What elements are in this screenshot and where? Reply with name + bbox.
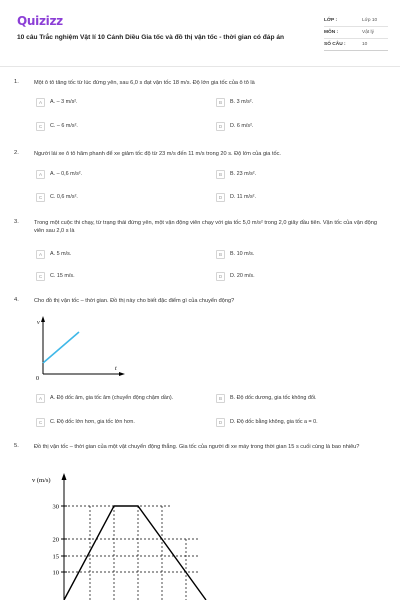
v-label: v [37, 320, 40, 326]
question-number: 3. [14, 219, 19, 225]
y-axis-label: v (m/s) [32, 477, 51, 484]
tick-label-10: 10 [52, 569, 59, 577]
option-text: B. Độ dốc dương, gia tốc không đổi. [230, 395, 317, 401]
question-text: Một ô tô tăng tốc từ lúc đứng yên, sau 6,0 s đạt vận tốc 18 m/s. Độ lớn gia tốc của ô tô là [34, 80, 255, 86]
question-number: 5. [14, 443, 19, 449]
option-a[interactable] [36, 393, 173, 403]
question-3 [14, 219, 394, 285]
t-axis-arrow [119, 372, 125, 376]
option-letter-box: D [216, 418, 225, 427]
option-letter-box: A [36, 250, 45, 259]
option-letter-box: C [36, 122, 45, 131]
quizizz-logo: Quizizz [17, 14, 63, 28]
option-text: D. 20 m/s. [230, 273, 255, 279]
meta-value: Vật lý [362, 30, 374, 35]
meta-label: MÔN : [324, 30, 339, 35]
option-text: A. – 0,6 m/s². [50, 171, 83, 177]
option-d[interactable] [216, 121, 253, 131]
option-letter-box: C [36, 418, 45, 427]
question-number: 1. [14, 79, 19, 85]
option-c[interactable] [36, 121, 78, 131]
document-title: 10 câu Trắc nghiệm Vật lí 10 Cánh Diều Gia tốc và đồ thị vận tốc - thời gian có đáp án [17, 34, 285, 41]
question-2 [14, 150, 394, 210]
option-d[interactable] [216, 192, 256, 202]
tick-label-15: 15 [52, 553, 59, 561]
question-text: Người lái xe ô tô hãm phanh để xe giảm tốc độ từ 23 m/s đến 11 m/s trong 20 s. Độ lớn của gia tốc. [34, 151, 281, 157]
option-text: C. – 6 m/s². [50, 123, 78, 129]
option-letter-box: D [216, 272, 225, 281]
option-text: A. – 3 m/s². [50, 99, 78, 105]
option-b[interactable] [216, 393, 317, 403]
tick-label-20: 20 [52, 536, 59, 544]
velocity-profile [64, 506, 206, 600]
option-letter-box: A [36, 394, 45, 403]
v-axis-arrow [41, 316, 45, 322]
option-c[interactable] [36, 271, 75, 281]
option-b[interactable] [216, 169, 256, 179]
meta-label: LỚP : [324, 18, 338, 23]
option-letter-box: C [36, 193, 45, 202]
option-letter-box: A [36, 170, 45, 179]
option-d[interactable] [216, 271, 255, 281]
question-text: Cho đồ thị vận tốc – thời gian. Đồ thị này cho biết đặc điểm gì của chuyển động? [34, 298, 235, 304]
velocity-time-graph-q4 [33, 314, 133, 384]
option-a[interactable] [36, 169, 82, 179]
meta-label: SỐ CÂU : [324, 42, 346, 47]
option-c[interactable] [36, 417, 135, 427]
option-text: B. 3 m/s². [230, 99, 254, 105]
option-text: C. Độ dốc lớn hơn, gia tốc lớn hơn. [50, 419, 135, 425]
option-letter-box: D [216, 122, 225, 131]
option-text: A. Độ dốc âm, gia tốc âm (chuyển động chậm dần). [50, 395, 174, 401]
v-axis-arrow [62, 473, 67, 480]
option-text: B. 23 m/s². [230, 171, 257, 177]
t-label: t [115, 366, 117, 372]
option-letter-box: B [216, 170, 225, 179]
option-c[interactable] [36, 192, 78, 202]
option-text: C. 15 m/s. [50, 273, 75, 279]
question-number: 2. [14, 150, 19, 156]
question-text: Trong một cuộc thi chạy, từ trạng thái đứng yên, một vận động viên chạy với gia tốc 5,0 m/s² trong 2,0 giây đầu tiên. Vận tốc của vận động viên sau 2,0 s là [34, 220, 377, 234]
option-letter-box: B [216, 394, 225, 403]
option-text: D. 11 m/s². [230, 194, 256, 200]
tick-label-30: 30 [52, 503, 59, 511]
option-text: C. 0,6 m/s². [50, 194, 78, 200]
velocity-time-graph-q5 [30, 472, 230, 600]
meta-table [324, 15, 388, 51]
option-letter-box: D [216, 193, 225, 202]
option-text: A. 5 m/s. [50, 251, 72, 257]
question-5 [14, 443, 394, 473]
option-text: D. Độ dốc bằng không, gia tốc a = 0. [230, 419, 318, 425]
question-1 [14, 79, 394, 139]
meta-row-count [324, 39, 388, 51]
option-letter-box: C [36, 272, 45, 281]
option-text: D. 6 m/s². [230, 123, 254, 129]
meta-value: Lớp 10 [362, 18, 378, 23]
option-d[interactable] [216, 417, 318, 427]
option-letter-box: A [36, 98, 45, 107]
option-letter-box: B [216, 98, 225, 107]
option-a[interactable] [36, 97, 78, 107]
option-a[interactable] [36, 249, 71, 259]
question-number: 4. [14, 297, 19, 303]
meta-value: 10 [362, 42, 368, 47]
option-b[interactable] [216, 97, 253, 107]
option-b[interactable] [216, 249, 254, 259]
option-letter-box: B [216, 250, 225, 259]
meta-row-grade [324, 15, 388, 27]
header-divider [0, 66, 400, 67]
velocity-line [43, 332, 79, 363]
question-text: Đồ thị vận tốc – thời gian của một vật chuyển động thẳng. Gia tốc của người đi xe máy trong thời gian 15 s cuối cùng là bao nhiêu? [34, 444, 360, 450]
origin-label: 0 [36, 376, 39, 382]
option-text: B. 10 m/s. [230, 251, 255, 257]
meta-row-subject [324, 27, 388, 39]
